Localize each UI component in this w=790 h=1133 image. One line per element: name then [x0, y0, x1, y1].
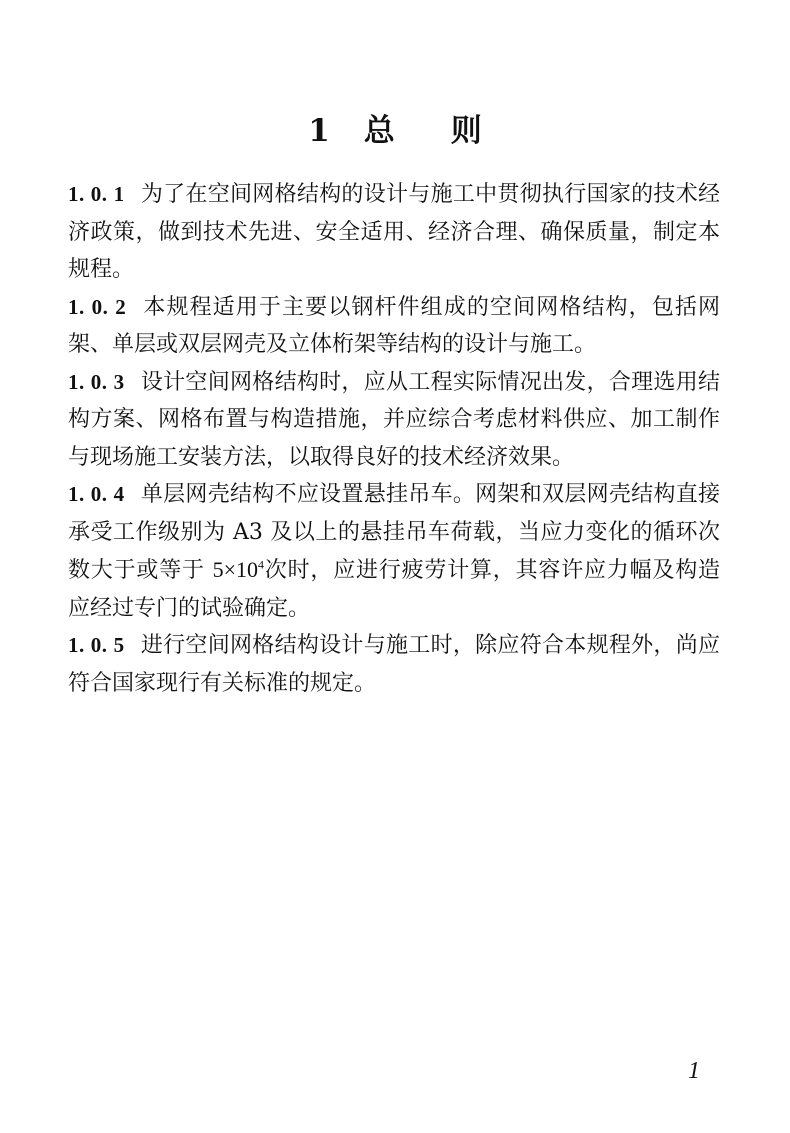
clause-1-0-5 — [68, 627, 720, 702]
clause-number: 1. 0. 2 — [68, 294, 127, 319]
chapter-title — [0, 109, 790, 153]
fatigue-formula-base: 5×10 — [212, 557, 259, 582]
clause-1-0-2 — [68, 289, 720, 364]
clause-number: 1. 0. 1 — [68, 182, 125, 206]
clause-text: 进行空间网格结构设计与施工时，除应符合本规程外，尚应符合国家现行有关标准的规定。 — [68, 633, 720, 696]
clause-1-0-4 — [68, 476, 720, 627]
clause-list — [68, 176, 720, 702]
chapter-number: 1 — [308, 112, 330, 149]
fatigue-formula-exponent: 4 — [258, 557, 265, 572]
clause-text: 为了在空间网格结构的设计与施工中贯彻执行国家的技术经济政策，做到技术先进、安全适用、经济合理、确保质量，制定本规程。 — [68, 182, 720, 282]
clause-1-0-3 — [68, 364, 720, 477]
chapter-title-part2: 则 — [450, 112, 482, 149]
page-number: 1 — [688, 1058, 700, 1084]
clause-number: 1. 0. 4 — [68, 482, 125, 506]
clause-number: 1. 0. 3 — [68, 369, 125, 394]
clause-text: 设计空间网格结构时，应从工程实际情况出发，合理选用结构方案、网格布置与构造措施，并应综合考虑材料供应、加工制作与现场施工安装方法，以取得良好的技术经济效果。 — [68, 369, 720, 470]
clause-text-before: 单层网壳结构不应设置悬挂吊车。网架和双层网壳结构直接承受工作级别为 A3 及以上的悬挂吊车荷载，当应力变化的循环次数大于或等于 — [68, 482, 720, 583]
clause-1-0-1 — [68, 176, 720, 289]
clause-number: 1. 0. 5 — [68, 633, 125, 657]
chapter-title-part1: 总 — [363, 112, 395, 149]
clause-text-after: 次时，应进行疲劳计算，其容许应力幅及构造应经过专门的试验确定。 — [68, 558, 720, 621]
clause-text: 本规程适用于主要以钢杆件组成的空间网格结构，包括网架、单层或双层网壳及立体桁架等结构的设计与施工。 — [68, 294, 720, 357]
